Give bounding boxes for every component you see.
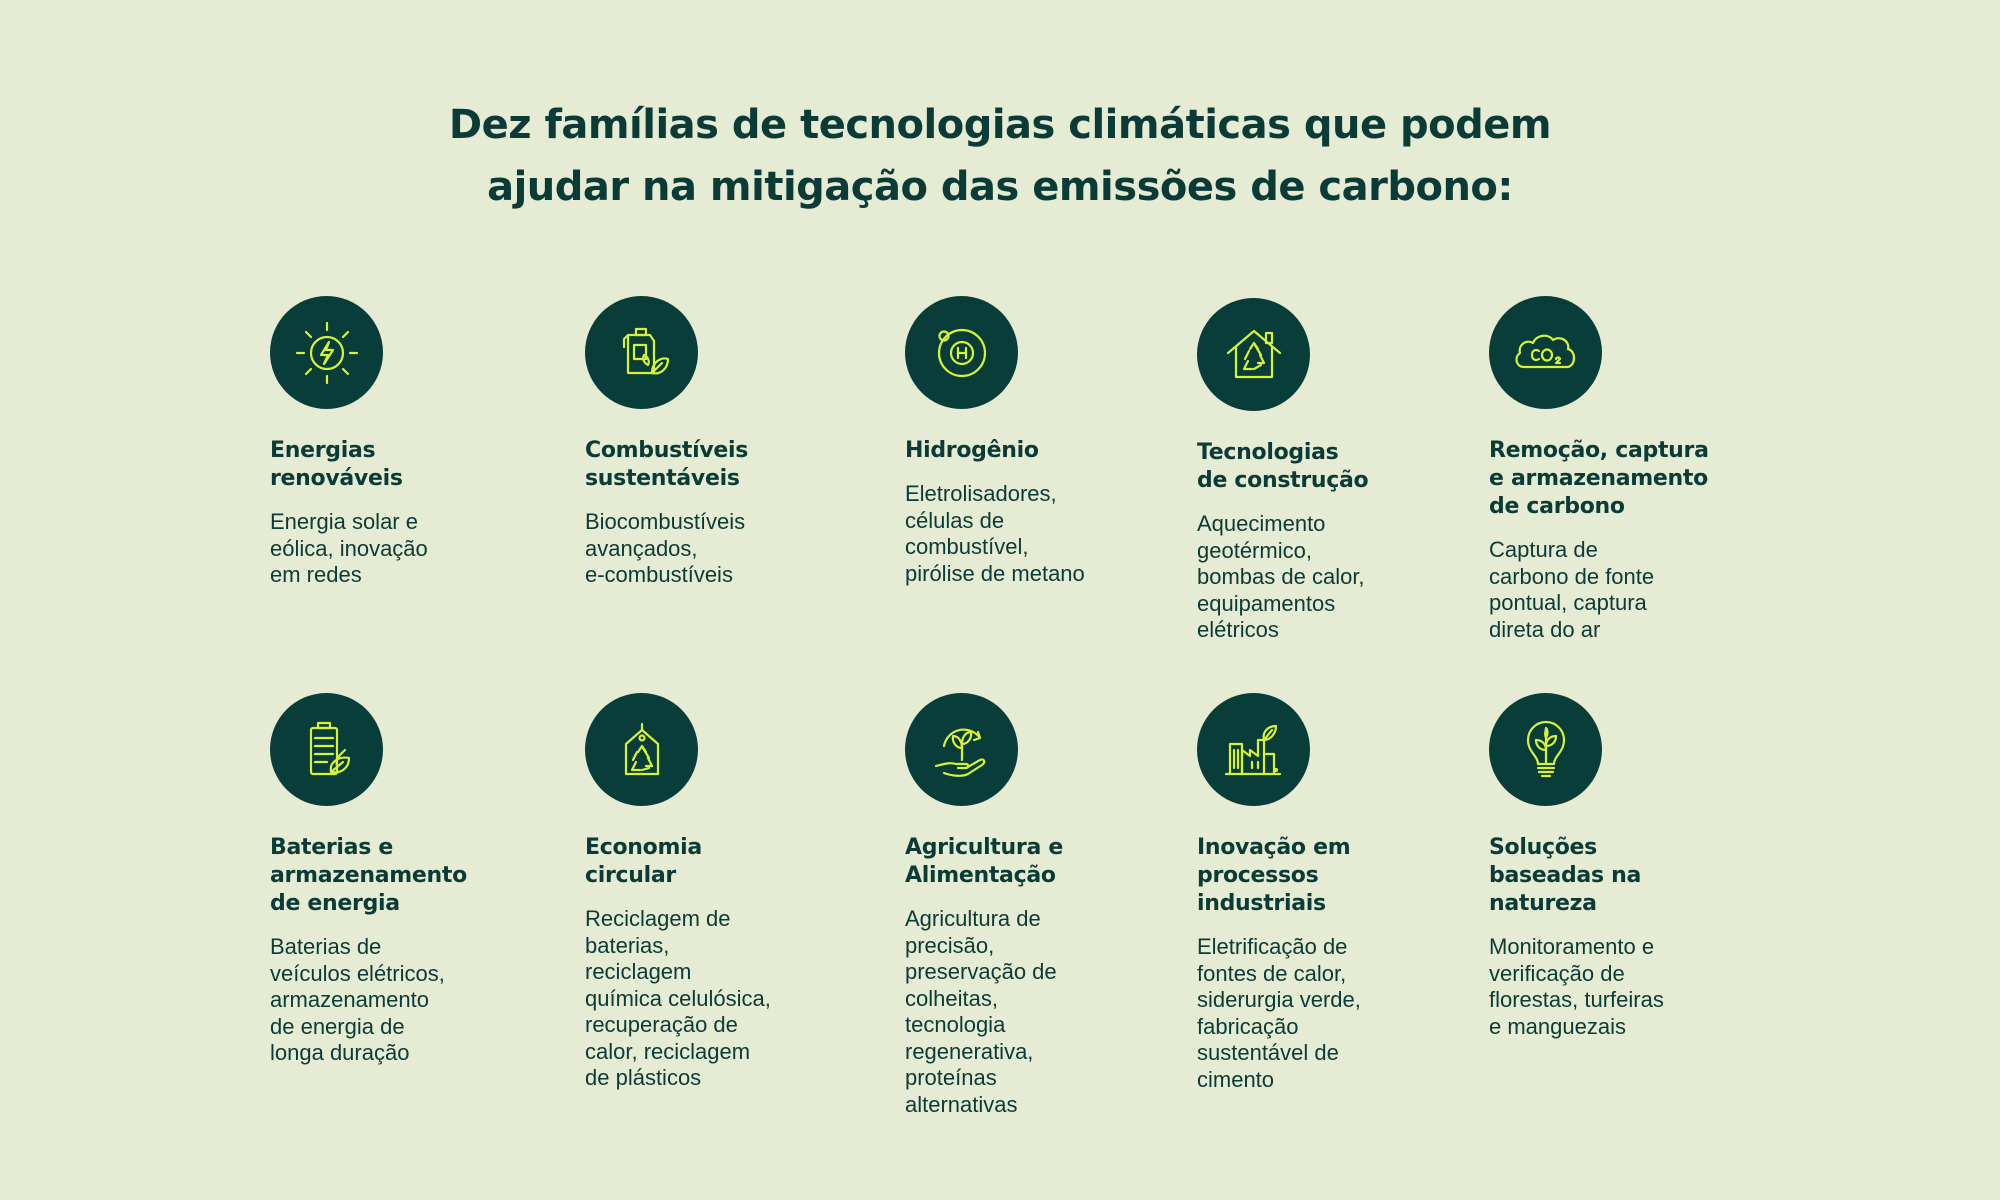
recycle-tag-icon [602, 710, 682, 790]
item-title: Hidrogênio [905, 438, 1039, 463]
title-line-1: Dez famílias de tecnologias climáticas que podem [448, 102, 1552, 148]
item-title: Remoção, captura e armazenamento de carbono [1489, 438, 1709, 519]
tech-family-building-technologies [1197, 298, 1447, 644]
item-title: Baterias e armazenamento de energia [270, 835, 467, 916]
icon-badge [270, 296, 383, 409]
tech-family-agriculture-food [905, 693, 1155, 1118]
item-description: Eletrificação de fontes de calor, siderurgia verde, fabricação sustentável de cimento [1197, 934, 1361, 1092]
item-description: Energia solar e eólica, inovação em redes [270, 509, 428, 587]
tech-family-hydrogen [905, 296, 1155, 587]
icon-badge [1197, 298, 1310, 411]
page-title [0, 94, 2000, 218]
icon-badge [905, 693, 1018, 806]
item-description: Agricultura de precisão, preservação de colheitas, tecnologia regenerativa, proteínas alternativas [905, 906, 1057, 1117]
recycle-house-icon [1214, 315, 1294, 395]
factory-leaf-icon [1214, 710, 1294, 790]
hydrogen-atom-icon [922, 313, 1002, 393]
tech-family-carbon-capture [1489, 296, 1739, 643]
tech-family-nature-based-solutions [1489, 693, 1739, 1040]
tech-family-circular-economy [585, 693, 835, 1092]
item-description: Eletrolisadores, células de combustível, pirólise de metano [905, 481, 1085, 586]
item-title: Combustíveis sustentáveis [585, 438, 749, 491]
item-description: Aquecimento geotérmico, bombas de calor, equipamentos elétricos [1197, 511, 1365, 642]
tech-family-renewable-energy [270, 296, 520, 589]
co2-cloud-icon [1506, 313, 1586, 393]
battery-leaf-icon [287, 710, 367, 790]
tech-family-sustainable-fuels [585, 296, 835, 589]
icon-badge [905, 296, 1018, 409]
icon-badge [1489, 296, 1602, 409]
fuel-can-leaf-icon [602, 313, 682, 393]
icon-badge [585, 693, 698, 806]
item-title: Soluções baseadas na natureza [1489, 835, 1642, 916]
icon-badge [1197, 693, 1310, 806]
icon-badge [1489, 693, 1602, 806]
item-description: Baterias de veículos elétricos, armazenamento de energia de longa duração [270, 934, 445, 1065]
item-title: Agricultura e Alimentação [905, 835, 1063, 888]
title-line-2: ajudar na mitigação das emissões de carbono: [487, 164, 1513, 210]
item-description: Biocombustíveis avançados, e-combustíveis [585, 509, 746, 587]
item-title: Energias renováveis [270, 438, 403, 491]
item-title: Inovação em processos industriais [1197, 835, 1351, 916]
icon-badge [270, 693, 383, 806]
tech-family-industrial-processes [1197, 693, 1447, 1093]
lightbulb-plant-icon [1506, 710, 1586, 790]
tech-family-batteries-storage [270, 693, 520, 1067]
item-title: Tecnologias de construção [1197, 440, 1369, 493]
hand-sprout-icon [922, 710, 1002, 790]
item-description: Reciclagem de baterias, reciclagem química celulósica, recuperação de calor, reciclagem de plásticos [585, 906, 771, 1090]
item-description: Monitoramento e verificação de florestas, turfeiras e manguezais [1489, 934, 1664, 1039]
item-description: Captura de carbono de fonte pontual, captura direta do ar [1489, 537, 1655, 642]
item-title: Economia circular [585, 835, 702, 888]
sun-bolt-icon [287, 313, 367, 393]
icon-badge [585, 296, 698, 409]
